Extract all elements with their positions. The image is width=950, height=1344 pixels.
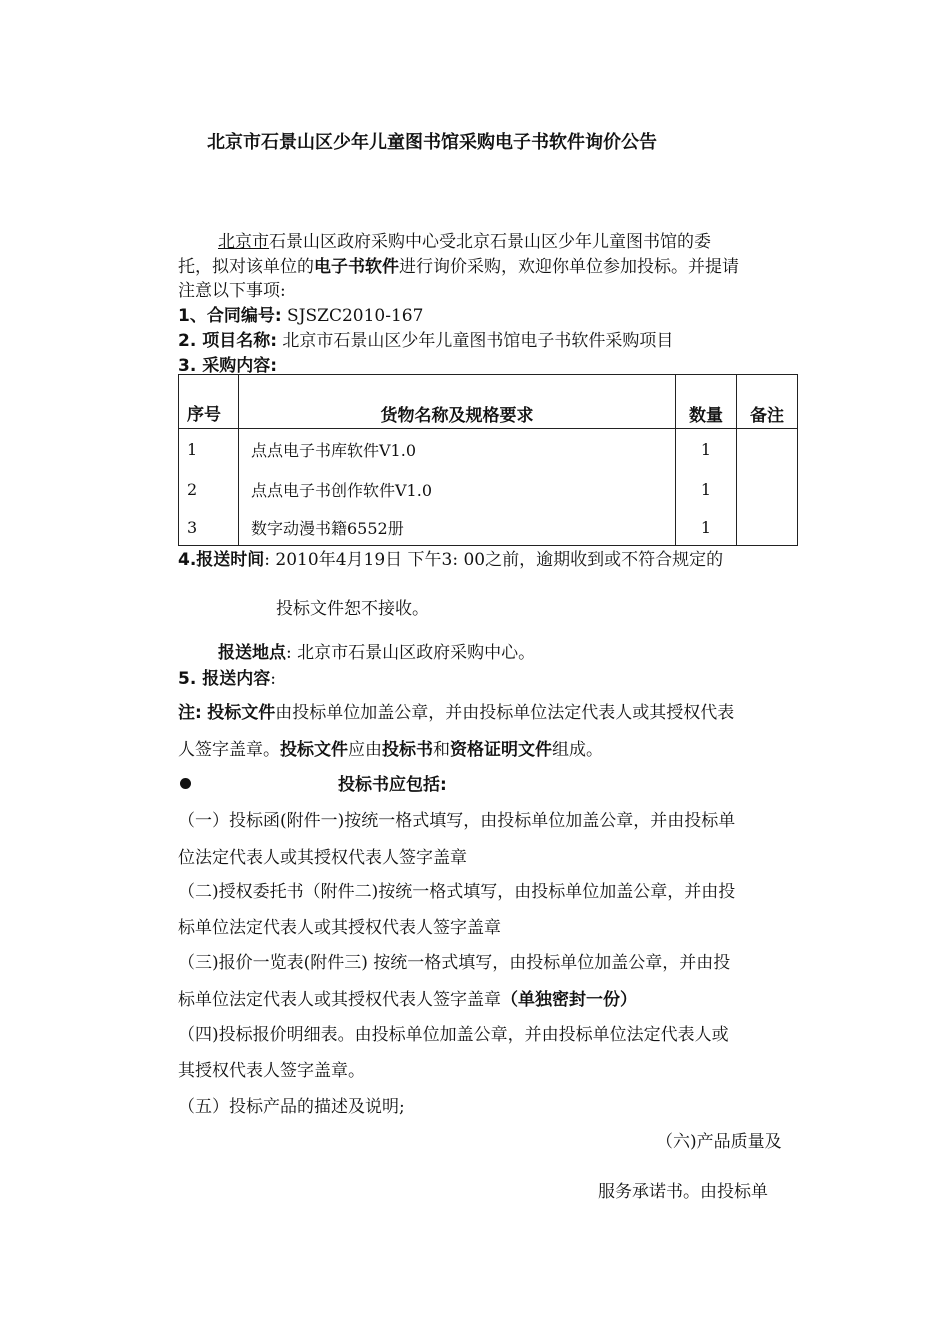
para-3a: （三)报价一览表(附件三) 按统一格式填写，由投标单位加盖公章，并由投 bbox=[178, 953, 731, 973]
row-qty: 1 bbox=[676, 509, 737, 546]
note-line-2 bbox=[178, 735, 603, 760]
note-text-2: 人签字盖章。 bbox=[178, 740, 280, 760]
note-bid-docs: 投标文件 bbox=[207, 703, 276, 723]
para-4b: 其授权代表人签字盖章。 bbox=[178, 1061, 365, 1081]
row-no: 1 bbox=[179, 429, 239, 470]
header-name: 货物名称及规格要求 bbox=[239, 375, 676, 429]
para-2a: （二)授权委托书（附件二)按统一格式填写，由投标单位加盖公章，并由投 bbox=[178, 882, 736, 902]
header-no: 序号 bbox=[179, 375, 239, 429]
row-name: 点点电子书库软件V1.0 bbox=[239, 429, 676, 470]
intro-text-2: 托，拟对该单位的 bbox=[178, 257, 314, 277]
submit-content bbox=[178, 664, 276, 689]
para-5: （五）投标产品的描述及说明; bbox=[178, 1097, 405, 1117]
para-3b-sealed: （单独密封一份） bbox=[501, 990, 637, 1010]
note-qualification: 资格证明文件 bbox=[450, 740, 552, 760]
bullet-icon bbox=[180, 774, 191, 794]
para-6a: （六)产品质量及 bbox=[656, 1132, 782, 1152]
submit-time-value: : 2010年4月19日 下午3: 00之前，逾期收到或不符合规定的 bbox=[264, 550, 724, 570]
para-3b-text: 标单位法定代表人或其授权代表人签字盖章 bbox=[178, 990, 501, 1010]
project-value: 北京市石景山区少年儿童图书馆电子书软件采购项目 bbox=[282, 331, 674, 351]
para-4a: （四)投标报价明细表。由投标单位加盖公章，并由投标单位法定代表人或 bbox=[178, 1025, 729, 1045]
contract-number bbox=[178, 301, 423, 326]
para-6b: 服务承诺书。由投标单 bbox=[598, 1182, 768, 1202]
header-qty: 数量 bbox=[676, 375, 737, 429]
note-bid-docs-2: 投标文件 bbox=[280, 740, 348, 760]
row-note bbox=[737, 509, 798, 546]
submit-time-label: 4.报送时间 bbox=[178, 550, 265, 570]
submit-place-value: : 北京市石景山区政府采购中心。 bbox=[286, 643, 536, 663]
contract-value: SJSZC2010-167 bbox=[287, 306, 424, 326]
row-qty: 1 bbox=[676, 469, 737, 509]
submit-time-cont: 投标文件恕不接收。 bbox=[276, 599, 429, 619]
contract-label: 1、合同编号: bbox=[178, 306, 282, 326]
bid-contents-heading: 投标书应包括: bbox=[338, 775, 447, 795]
note-text-4: 和 bbox=[433, 740, 450, 760]
submit-place bbox=[218, 638, 535, 663]
note-text-3: 应由 bbox=[348, 740, 382, 760]
note-text-5: 组成。 bbox=[552, 740, 603, 760]
submit-time bbox=[178, 545, 723, 570]
intro-text-3: 进行询价采购，欢迎你单位参加投标。并提请 bbox=[399, 257, 739, 277]
para-2b: 标单位法定代表人或其授权代表人签字盖章 bbox=[178, 918, 501, 938]
intro-line-1 bbox=[218, 227, 711, 252]
note-text-1: 由投标单位加盖公章，并由投标单位法定代表人或其授权代表 bbox=[275, 703, 735, 723]
table-row bbox=[179, 429, 798, 470]
intro-line-3: 注意以下事项: bbox=[178, 281, 286, 301]
note-line-1 bbox=[178, 698, 734, 723]
note-bid-book: 投标书 bbox=[382, 740, 433, 760]
submit-content-colon: : bbox=[270, 669, 276, 689]
submit-place-label: 报送地点 bbox=[218, 643, 286, 663]
table-header-row bbox=[179, 375, 798, 429]
table-row bbox=[179, 509, 798, 546]
intro-city: 北京市 bbox=[218, 232, 269, 252]
para-1a: （一）投标函(附件一)按统一格式填写，由投标单位加盖公章，并由投标单 bbox=[178, 811, 736, 831]
row-note bbox=[737, 469, 798, 509]
para-3b bbox=[178, 985, 637, 1010]
note-label: 注: bbox=[178, 703, 202, 723]
row-note bbox=[737, 429, 798, 470]
intro-text-1: 石景山区政府采购中心受北京石景山区少年儿童图书馆的委 bbox=[269, 232, 711, 252]
row-name: 点点电子书创作软件V1.0 bbox=[239, 469, 676, 509]
intro-software: 电子书软件 bbox=[314, 257, 399, 277]
row-no: 2 bbox=[179, 469, 239, 509]
row-name: 数字动漫书籍6552册 bbox=[239, 509, 676, 546]
project-name bbox=[178, 326, 673, 351]
project-label: 2. 项目名称: bbox=[178, 331, 278, 351]
table-row bbox=[179, 469, 798, 509]
row-no: 3 bbox=[179, 509, 239, 546]
purchase-content-label: 3. 采购内容: bbox=[178, 356, 278, 376]
submit-content-label: 5. 报送内容 bbox=[178, 669, 271, 689]
header-note: 备注 bbox=[737, 375, 798, 429]
goods-table bbox=[178, 374, 798, 546]
intro-line-2 bbox=[178, 252, 739, 277]
para-1b: 位法定代表人或其授权代表人签字盖章 bbox=[178, 848, 467, 868]
document-title: 北京市石景山区少年儿童图书馆采购电子书软件询价公告 bbox=[207, 132, 657, 153]
row-qty: 1 bbox=[676, 429, 737, 470]
